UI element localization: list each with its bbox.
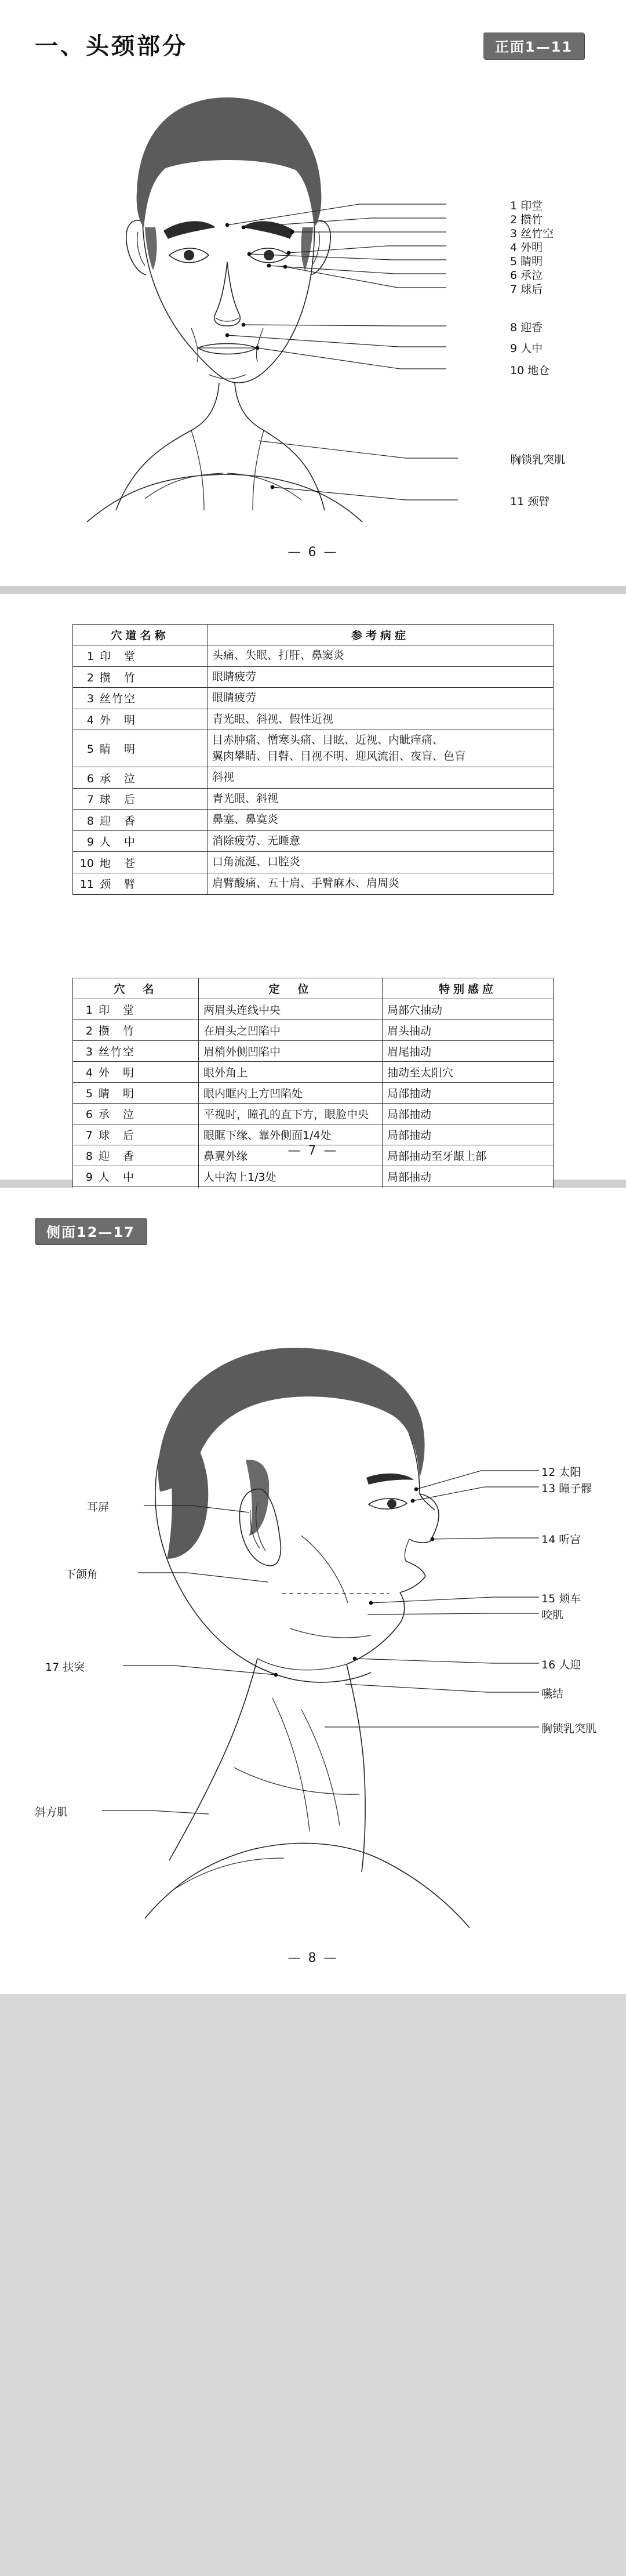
cell-name: 人 中 [100,836,137,849]
figure1-label-7: 7 球后 [510,283,543,296]
figure1-label-8: 8 迎香 [510,321,543,334]
table-row [73,999,554,1020]
figure3-label-trapezius: 斜方肌 [35,1806,68,1819]
cell-name: 地 苍 [100,857,137,870]
figure1-label-2: 2 攒竹 [510,213,543,226]
cell-num: 6 [85,1108,93,1121]
table-row [73,666,554,688]
cell-name: 人 中 [99,1171,136,1184]
cell-effect: 鼻塞、鼻寞炎 [212,813,279,826]
cell-effect: 肩臂酸痛、五十肩、手臂麻木、肩周炎 [212,877,400,890]
cell-num: 2 [85,1025,93,1037]
page-8 [0,1188,626,1994]
cell-position: 两眉头连线中央 [199,999,383,1020]
cell-name: 外 明 [99,1066,136,1079]
table-row [73,810,554,831]
cell-num: 8 [85,1150,93,1163]
cell-feeling: 局部抽动 [383,1166,554,1187]
table-row [73,830,554,852]
cell-effect-2: 翼肉攀睛、目瞽、目视不明、迎风流泪、夜盲、色盲 [212,749,466,763]
cell-name: 迎 香 [100,814,137,828]
table1-header-name: 穴道名称 [73,625,208,645]
figure3-label-tragus: 耳屏 [87,1501,110,1514]
cell-feeling: 抽动至太阳穴 [383,1062,554,1083]
figure1-label-10: 10 地仓 [510,364,550,377]
cell-name: 球 后 [99,1129,136,1142]
cell-name: 睛 明 [100,743,137,756]
cell-name: 睛 明 [99,1087,136,1100]
table-row [73,852,554,873]
table-row [73,1083,554,1104]
cell-num: 10 [79,857,94,870]
figure1-label-11: 11 颈臂 [510,495,550,508]
cell-num: 4 [86,713,94,727]
cell-num: 2 [86,671,94,684]
table-row [73,688,554,709]
figure3-label-15: 15 颊车 [541,1592,581,1605]
figure3-label-masseter: 咬肌 [541,1609,564,1621]
cell-feeling: 局部抽动 [383,1124,554,1145]
cell-num: 3 [85,1046,93,1058]
cell-num: 7 [85,1129,93,1142]
cell-name: 印 堂 [100,650,137,663]
cell-feeling: 眉头抽动 [383,1020,554,1041]
cell-effect: 头痛、失眠、打肝、鼻窦炎 [212,649,345,662]
cell-num: 3 [86,692,94,706]
cell-num: 5 [85,1087,93,1100]
section-badge-front: 正面1—11 [483,32,584,59]
table-row [73,1062,554,1083]
cell-name: 颈 臂 [100,878,137,891]
table-row [73,1104,554,1124]
table-row [73,709,554,730]
cell-effect: 斜视 [212,771,235,784]
figure1-label-4: 4 外明 [510,241,543,254]
figure3-label-12: 12 太阳 [541,1466,581,1479]
table-row [73,978,554,999]
figure3-label-14: 14 听宫 [541,1533,581,1546]
cell-name: 迎 香 [99,1150,136,1163]
figure3-label-mandible-angle: 下颌角 [65,1568,99,1581]
cell-num: 6 [86,772,94,785]
table-row [73,1041,554,1062]
table1-header-effect: 参考病症 [208,625,554,645]
cell-num: 9 [85,1171,93,1184]
cell-num: 1 [86,650,94,663]
table2-header-position: 定 位 [199,978,383,999]
table-row [73,767,554,789]
cell-effect: 眼睛疲劳 [212,691,257,705]
cell-name: 攒 竹 [99,1025,136,1037]
figure1-label-6: 6 承泣 [510,269,543,282]
cell-feeling: 局部抽动 [383,1083,554,1104]
cell-effect: 目赤肿痛、憎寒头痛、目眩、近视、内眦痒痛、 [212,734,444,747]
page-7 [0,594,626,1184]
figure3-label-sterno: 胸锁乳突肌 [541,1722,597,1735]
cell-num: 5 [86,743,94,756]
cell-num: 1 [85,1004,93,1017]
cell-position: 鼻翼外缘 [199,1145,383,1166]
figure3-label-13: 13 瞳子髎 [541,1482,592,1495]
figure1-label-3: 3 丝竹空 [510,227,554,240]
table-row [73,625,554,645]
cell-name: 丝竹空 [100,692,137,706]
table-row [73,645,554,667]
section-badge-side: 侧面12—17 [35,1218,147,1245]
figure3-label-16: 16 人迎 [541,1659,581,1671]
cell-num: 4 [85,1066,93,1079]
cell-feeling: 局部抽动 [383,1104,554,1124]
cell-position: 眼内眶内上方凹陷处 [199,1083,383,1104]
table-row [73,730,554,767]
cell-effect: 青光眼、斜视、假性近视 [212,712,334,725]
cell-feeling: 局部抽动至牙龈上部 [383,1145,554,1166]
cell-position: 人中沟上1/3处 [199,1166,383,1187]
figure1-label-sterno: 胸锁乳突肌 [510,453,566,466]
cell-position: 在眉头之凹陷中 [199,1020,383,1041]
page-number-8: — 8 — [287,1951,339,1965]
figure3-label-larynx: 嚥结 [541,1688,564,1700]
cell-num: 8 [86,814,94,828]
cell-num: 9 [86,836,94,849]
table2-header-feeling: 特别感应 [383,978,554,999]
table-symptoms [72,624,554,895]
cell-name: 攒 竹 [100,671,137,684]
figure1-label-5: 5 睛明 [510,255,543,268]
page-number-6: — 6 — [287,545,339,560]
figure1-label-9: 9 人中 [510,342,543,355]
table-row [73,873,554,895]
table-row [73,788,554,810]
cell-feeling: 局部穴抽动 [383,999,554,1020]
table-row [73,1020,554,1041]
page-6 [0,0,626,586]
table-row [73,1166,554,1187]
page-number-7: — 7 — [287,1144,339,1158]
cell-effect: 口角流涎、口腔炎 [212,855,301,869]
cell-name: 丝竹空 [99,1046,136,1058]
cell-effect: 眼睛疲劳 [212,670,257,683]
cell-feeling: 眉尾抽动 [383,1041,554,1062]
cell-position: 平视时，瞳孔的直下方，眼脸中央 [199,1104,383,1124]
cell-name: 承 泣 [100,772,137,785]
chapter-title: 一、头颈部分 [35,33,188,60]
cell-name: 球 后 [100,793,137,807]
cell-name: 承 泣 [99,1108,136,1121]
table-row [73,1124,554,1145]
cell-position: 眼眶下缘、靠外侧面1/4处 [199,1124,383,1145]
cell-effect: 消除疲劳、无睡意 [212,834,301,847]
cell-position: 眼外角上 [199,1062,383,1083]
cell-name: 印 堂 [99,1004,136,1017]
cell-name: 外 明 [100,713,137,727]
cell-num: 7 [86,793,94,807]
figure1-label-1: 1 印堂 [510,199,543,212]
cell-effect: 青光眼、斜视 [212,792,279,805]
cell-position: 眉梢外侧凹陷中 [199,1041,383,1062]
cell-num: 11 [79,878,94,891]
figure-head-side [0,1188,626,1994]
figure3-label-17: 17 扶突 [45,1661,85,1674]
table2-header-name: 穴 名 [73,978,199,999]
